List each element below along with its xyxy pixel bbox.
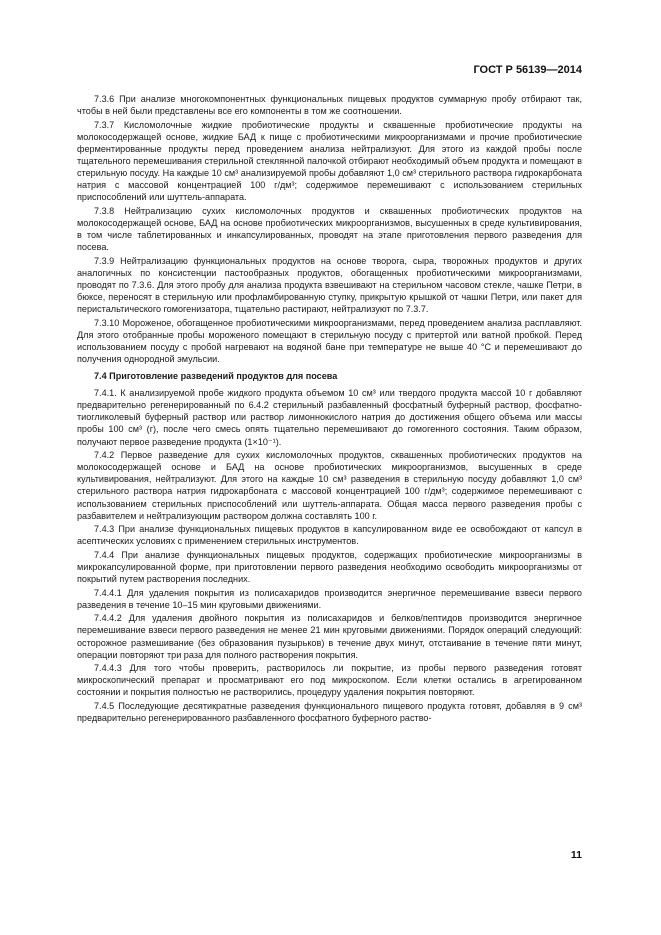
document-standard-id: ГОСТ Р 56139—2014 — [473, 64, 582, 76]
paragraph-7-4-5: 7.4.5 Последующие десятикратные разведения функционального пищевого продукта готовят, добавляя в 9 см³ предварительно регенерированного разбавленного фосфатного буферного раство- — [77, 701, 582, 724]
paragraph-7-3-8: 7.3.8 Нейтрализацию сухих кисломолочных продуктов и сквашенных пробиотических продуктов на молокосодержащей основе, БАД на основе пробиотических микроорганизмов, высушенных в среде культивирования, в том числе таблетированных и инкапсулированных, проводят на этапе приготовления первого разведения для посева. — [77, 205, 582, 253]
paragraph-7-3-7: 7.3.7 Кисломолочные жидкие пробиотические продукты и сквашенные пробиотические продукты на молокосодержащей основе, жидкие БАД к пище с пробиотическими микроорганизмами и прочие пробиотические ферментированные продукты перед проведением анализа нейтрализуют. Для этого из каждой пробы после тщательного перемешивания стерильной стеклянной палочкой отбирают необходимый объем продукта и помещают в стерильную посуду. На каждые 10 см³ анализируемой пробы добавляют 1,0 см³ стерильного раствора гидрокарбоната натрия с массовой концентрацией 100 г/дм³; содержимое перемешивают с использованием стерильных приспособлений или шуттель-аппарата. — [77, 119, 582, 203]
paragraph-7-4-3: 7.4.3 При анализе функциональных пищевых продуктов в капсулированном виде ее освобождают от капсул в асептических условиях с применением стерильных инструментов. — [77, 524, 582, 547]
document-body — [77, 93, 582, 726]
paragraph-7-4-4-2: 7.4.4.2 Для удаления двойного покрытия из полисахаридов и белков/пептидов производится энергичное перемешивание взвеси первого разведения не менее 21 мин круговыми движениями. Порядок операций следующий: осторожное размешивание (без образования пузырьков) в течение двух минут, отстаивание в течение пяти минут, операции повторяют три раза для полного растворения покрытия. — [77, 613, 582, 660]
paragraph-7-3-6: 7.3.6 При анализе многокомпонентных функциональных пищевых продуктов суммарную пробу отбирают так, чтобы в ней были представлены все его компоненты в том же соотношении. — [77, 94, 582, 117]
section-heading-7-4: 7.4 Приготовление разведений продуктов для посева — [94, 371, 338, 382]
paragraph-7-4-4: 7.4.4 При анализе функциональных пищевых продуктов, содержащих пробиотические микроорганизмы в микрокапсулированной форме, при приготовлении первого разведения необходимо освободить микроорганизмы от покрытий путем растворения последних. — [77, 549, 582, 585]
paragraph-7-4-4-1: 7.4.4.1 Для удаления покрытия из полисахаридов производится энергичное перемешивание взвеси первого разведения в течение 10–15 мин круговыми движениями. — [77, 587, 582, 610]
paragraph-7-3-10: 7.3.10 Мороженое, обогащенное пробиотическими микроорганизмами, перед проведением анализа расплавляют. Для этого отобранные пробы мороженого помещают в стерильную посуду с притертой или ватной пробкой. Перед использованием посуду с пробой нагревают на водяной бане при температуре не выше 40 °С и перемешивают до получения однородной эмульсии. — [77, 317, 582, 364]
paragraph-7-4-4-3: 7.4.4.3 Для того чтобы проверить, растворилось ли покрытие, из пробы первого разведения готовят микроскопический препарат и просматривают его под микроскопом. Если клетки остались в агрегированном состоянии и покрытия полностью не растворились, процедуру удаления покрытия повторяют. — [77, 663, 582, 698]
page-number: 11 — [570, 849, 582, 861]
paragraph-7-4-1: 7.4.1. К анализируемой пробе жидкого продукта объемом 10 см³ или твердого продукта массой 10 г добавляют предварительно регенерированный по 6.4.2 стерильный разбавленный фосфатный буферный раствор, фосфатно-тиогликолевый буферный раствор или раствор лимоннокислого натрия до достижения общего объема или массы пробы 100 см³ (г), после чего смесь опять тщательно перемешивают до гомогенного состояния. Таким образом, получают первое разведение продукта (1×10⁻¹). — [77, 388, 582, 447]
paragraph-7-4-2: 7.4.2 Первое разведение для сухих кисломолочных продуктов, сквашенных пробиотических продуктов на молокосодержащей основе и БАД на основе пробиотических микроорганизмов, высушенных в среде культивирования, нейтрализуют. Для этого на каждые 10 см³ разведения в стерильную посуду добавляют 1,0 см³ стерильного раствора натрия гидрокарбоната с массовой концентрацией 100 г/дм³; содержимое перемешивают с использованием стерильных приспособлений или шуттель-аппарата. Общая масса первого разведения пробы с разбавителем и нейтрализующим раствором должна составлять 100 г. — [77, 450, 582, 521]
paragraph-7-3-9: 7.3.9 Нейтрализацию функциональных продуктов на основе творога, сыра, творожных продуктов и других аналогичных по консистенции пастообразных продуктов, обогащенных пробиотическими микроорганизмами, проводят по 7.3.6. Для этого пробу для анализа продукта взвешивают на стерильном часовом стекле, чашке Петри, в бюксе, переносят в стерильную или профламбированную ступку, прикрытую крышкой от чашки Петри, или пакет для перистальтического гомогенизатора, тщательно растирают, нейтрализуют по 7.3.7. — [77, 255, 582, 315]
